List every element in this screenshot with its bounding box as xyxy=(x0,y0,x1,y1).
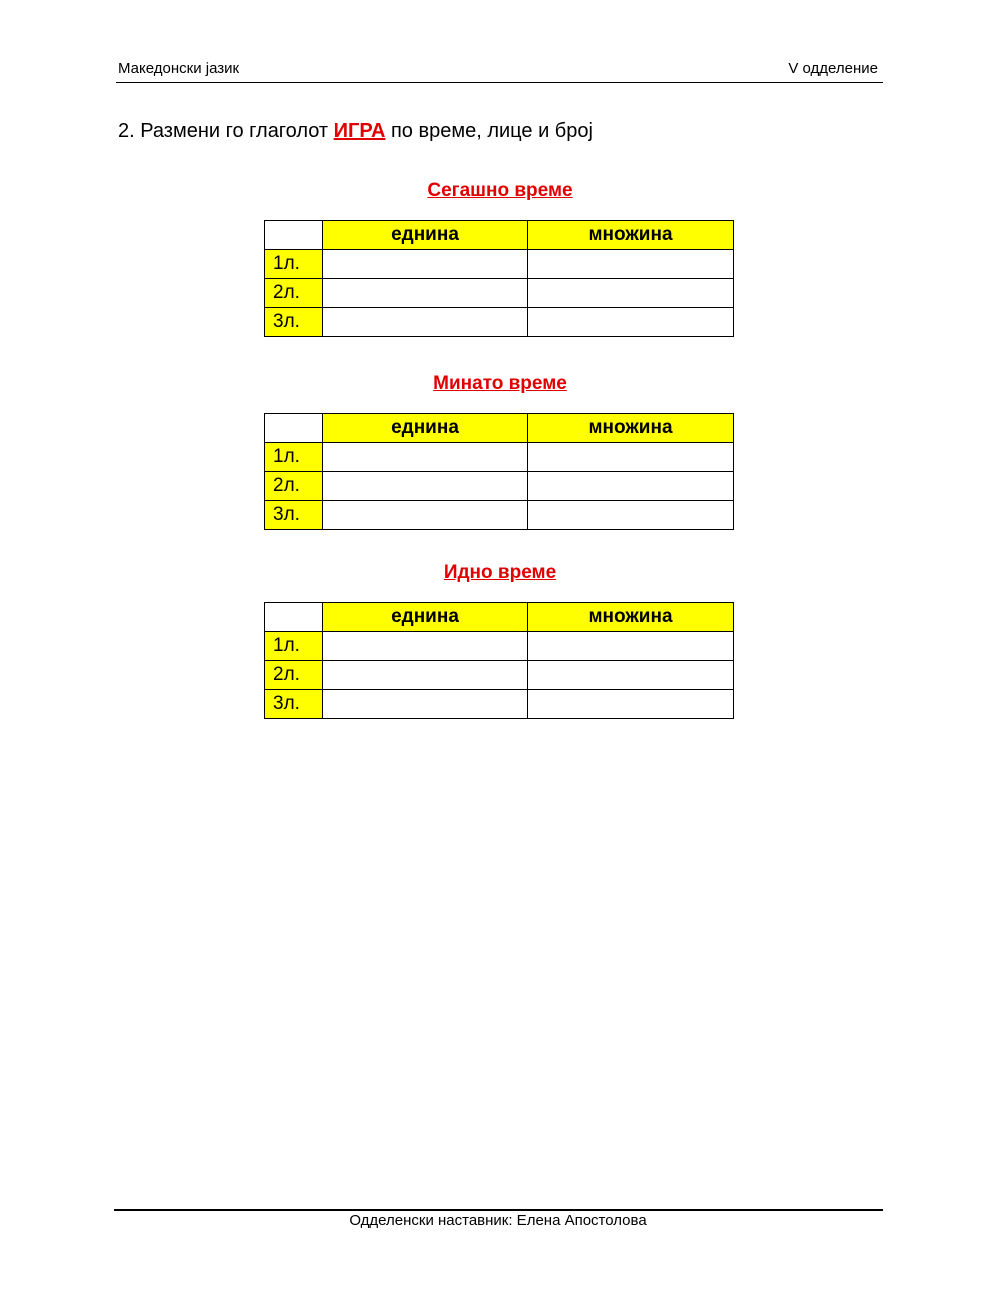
answer-cell-plural[interactable] xyxy=(528,690,734,719)
answer-cell-singular[interactable] xyxy=(323,472,528,501)
row-header-person: 3л. xyxy=(265,690,323,719)
row-header-person: 2л. xyxy=(265,279,323,308)
answer-cell-plural[interactable] xyxy=(528,661,734,690)
table-row xyxy=(265,632,734,661)
row-header-person: 3л. xyxy=(265,501,323,530)
answer-cell-singular[interactable] xyxy=(323,661,528,690)
answer-cell-singular[interactable] xyxy=(323,632,528,661)
row-header-person: 2л. xyxy=(265,661,323,690)
conjugation-table-present xyxy=(264,220,734,337)
table-row xyxy=(265,279,734,308)
row-header-person: 1л. xyxy=(265,250,323,279)
row-header-person: 1л. xyxy=(265,632,323,661)
column-header-plural: множина xyxy=(528,603,734,632)
column-header-singular: еднина xyxy=(323,414,528,443)
answer-cell-plural[interactable] xyxy=(528,279,734,308)
footer-teacher: Одделенски наставник: Елена Апостолова xyxy=(349,1212,647,1229)
task-instruction xyxy=(118,120,593,143)
row-header-person: 1л. xyxy=(265,443,323,472)
table-row xyxy=(265,690,734,719)
header-subject: Македонски јазик xyxy=(118,60,240,77)
section-title-past: Минато време xyxy=(433,373,567,394)
table-row xyxy=(265,443,734,472)
header-grade: V одделение xyxy=(788,60,878,77)
table-row xyxy=(265,501,734,530)
task-verb: ИГРА xyxy=(333,120,386,142)
table-header-row xyxy=(265,414,734,443)
table-row xyxy=(265,661,734,690)
table-row xyxy=(265,250,734,279)
answer-cell-plural[interactable] xyxy=(528,472,734,501)
table-row xyxy=(265,472,734,501)
column-header-singular: еднина xyxy=(323,221,528,250)
answer-cell-plural[interactable] xyxy=(528,632,734,661)
corner-cell xyxy=(265,221,323,250)
answer-cell-plural[interactable] xyxy=(528,308,734,337)
section-title-present: Сегашно време xyxy=(427,180,573,201)
conjugation-table-past xyxy=(264,413,734,530)
answer-cell-singular[interactable] xyxy=(323,690,528,719)
answer-cell-singular[interactable] xyxy=(323,250,528,279)
answer-cell-singular[interactable] xyxy=(323,279,528,308)
corner-cell xyxy=(265,414,323,443)
answer-cell-plural[interactable] xyxy=(528,501,734,530)
answer-cell-plural[interactable] xyxy=(528,250,734,279)
corner-cell xyxy=(265,603,323,632)
answer-cell-singular[interactable] xyxy=(323,443,528,472)
column-header-singular: еднина xyxy=(323,603,528,632)
table-header-row xyxy=(265,603,734,632)
column-header-plural: множина xyxy=(528,221,734,250)
table-row xyxy=(265,308,734,337)
column-header-plural: множина xyxy=(528,414,734,443)
section-title-future: Идно време xyxy=(443,562,557,583)
answer-cell-plural[interactable] xyxy=(528,443,734,472)
row-header-person: 2л. xyxy=(265,472,323,501)
task-prefix: 2. Размени го глаголот xyxy=(118,120,334,142)
answer-cell-singular[interactable] xyxy=(323,501,528,530)
table-header-row xyxy=(265,221,734,250)
footer-rule xyxy=(114,1209,883,1211)
row-header-person: 3л. xyxy=(265,308,323,337)
answer-cell-singular[interactable] xyxy=(323,308,528,337)
header-rule xyxy=(116,82,883,83)
conjugation-table-future xyxy=(264,602,734,719)
task-suffix: по време, лице и број xyxy=(385,120,593,142)
